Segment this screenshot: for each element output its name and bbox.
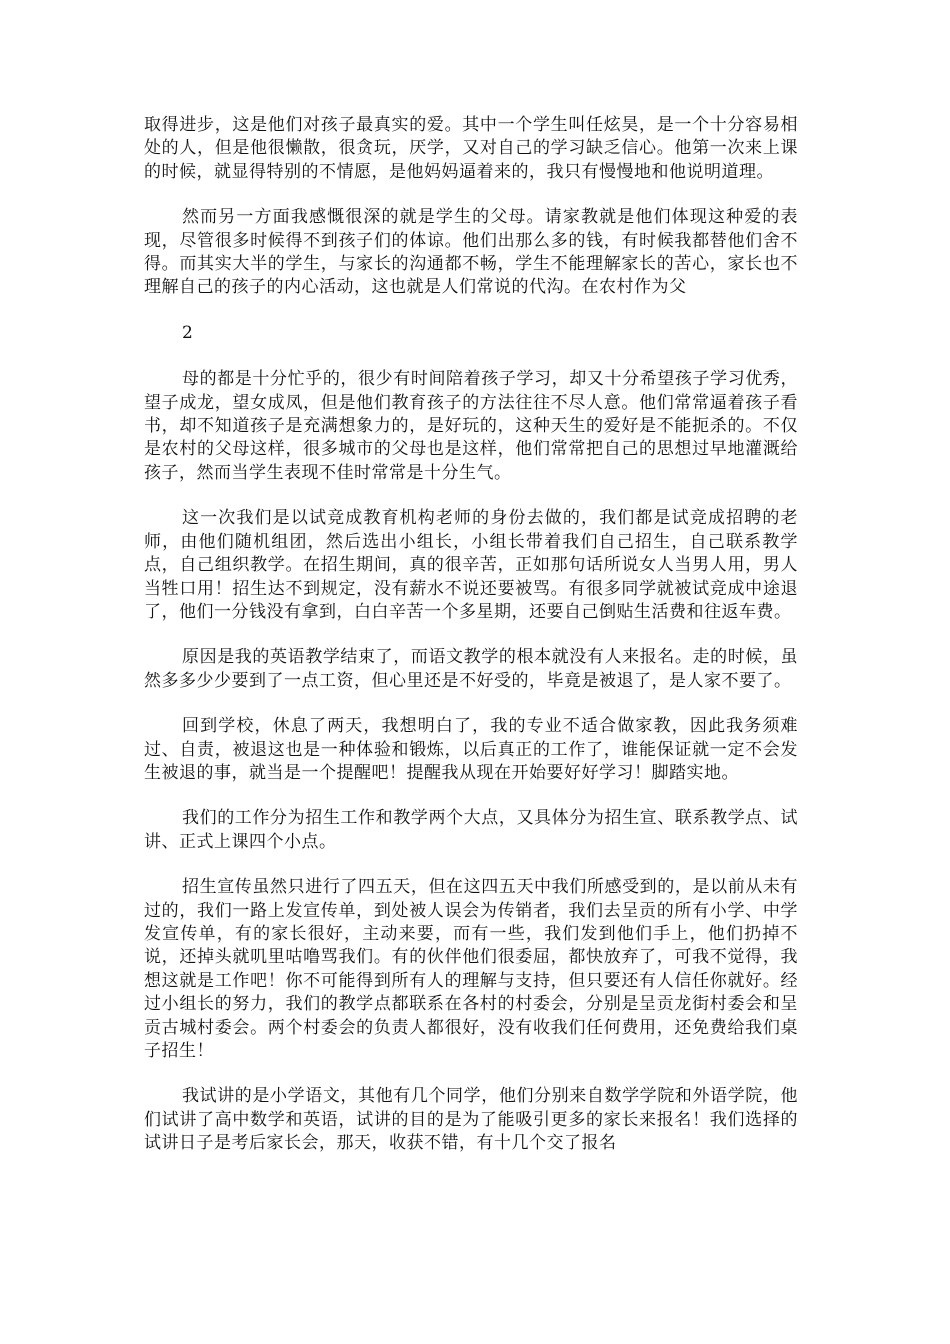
paragraph: 母的都是十分忙乎的，很少有时间陪着孩子学习，却又十分希望孩子学习优秀，望子成龙，望女成凤，但是他们教育孩子的方法往往不尽人意。他们常常逼着孩子看书，却不知道孩子是充满想象力的，是好玩的，这种天生的爱好是不能扼杀的。不仅是农村的父母这样，很多城市的父母也是这样，他们常常把自己的思想过早地灌溉给孩子，然而当学生表现不佳时常常是十分生气。 [144,369,798,483]
paragraph: 原因是我的英语教学结束了，而语文教学的根本就没有人来报名。走的时候，虽然多多少少要到了一点工资，但心里还是不好受的，毕竟是被退了，是人家不要了。 [144,647,798,691]
page-number: 2 [182,322,194,343]
paragraph-continued: 取得进步，这是他们对孩子最真实的爱。其中一个学生叫任炫昊，是一个十分容易相处的人，但是他很懒散，很贪玩，厌学，又对自己的学习缺乏信心。他第一次来上课的时候，就显得特别的不情愿，是他妈妈逼着来的，我只有慢慢地和他说明道理。 [144,115,798,182]
paragraph: 然而另一方面我感慨很深的就是学生的父母。请家教就是他们体现这种爱的表现，尽管很多时候得不到孩子们的体谅。他们出那么多的钱，有时候我都替他们舍不得。而其实大半的学生，与家长的沟通都不畅，学生不能理解家长的苦心，家长也不理解自己的孩子的内心活动，这也就是人们常说的代沟。在农村作为父 [144,207,798,298]
document-page [144,114,798,1178]
paragraph: 我试讲的是小学语文，其他有几个同学，他们分别来自数学学院和外语学院，他们试讲了高中数学和英语，试讲的目的是为了能吸引更多的家长来报名！我们选择的试讲日子是考后家长会，那天，收获不错，有十几个交了报名 [144,1086,798,1154]
paragraph: 这一次我们是以试竞成教育机构老师的身份去做的，我们都是试竞成招聘的老师，由他们随机组团，然后选出小组长，小组长带着我们自己招生，自己联系教学点，自己组织教学。在招生期间，真的很辛苦，正如那句话所说女人当男人用，男人当牲口用！招生达不到规定，没有薪水不说还要被骂。有很多同学就被试竞成中途退了，他们一分钱没有拿到，白白辛苦一个多星期，还要自己倒贴生活费和往返车费。 [144,508,798,622]
paragraph: 招生宣传虽然只进行了四五天，但在这四五天中我们所感受到的，是以前从未有过的，我们一路上发宣传单，到处被人误会为传销者，我们去呈贡的所有小学、中学发宣传单，有的家长很好，主动来要，而有一些，我们发到他们手上，他们扔掉不说，还掉头就叽里咕噜骂我们。有的伙伴他们很委屈，都快放弃了，可我不觉得，我想这就是工作吧！你不可能得到所有人的理解与支持，但只要还有人信任你就好。经过小组长的努力，我们的教学点都联系在各村的村委会，分别是呈贡龙街村委会和呈贡古城村委会。两个村委会的负责人都很好，没有收我们任何费用，还免费给我们桌子招生！ [144,877,798,1061]
paragraph: 我们的工作分为招生工作和教学两个大点，又具体分为招生宣、联系教学点、试讲、正式上课四个小点。 [144,808,798,852]
paragraph: 回到学校，休息了两天，我想明白了，我的专业不适合做家教，因此我务须难过、自责，被退这也是一种体验和锻炼，以后真正的工作了，谁能保证就一定不会发生被退的事，就当是一个提醒吧！提醒我从现在开始要好好学习！脚踏实地。 [144,716,798,783]
